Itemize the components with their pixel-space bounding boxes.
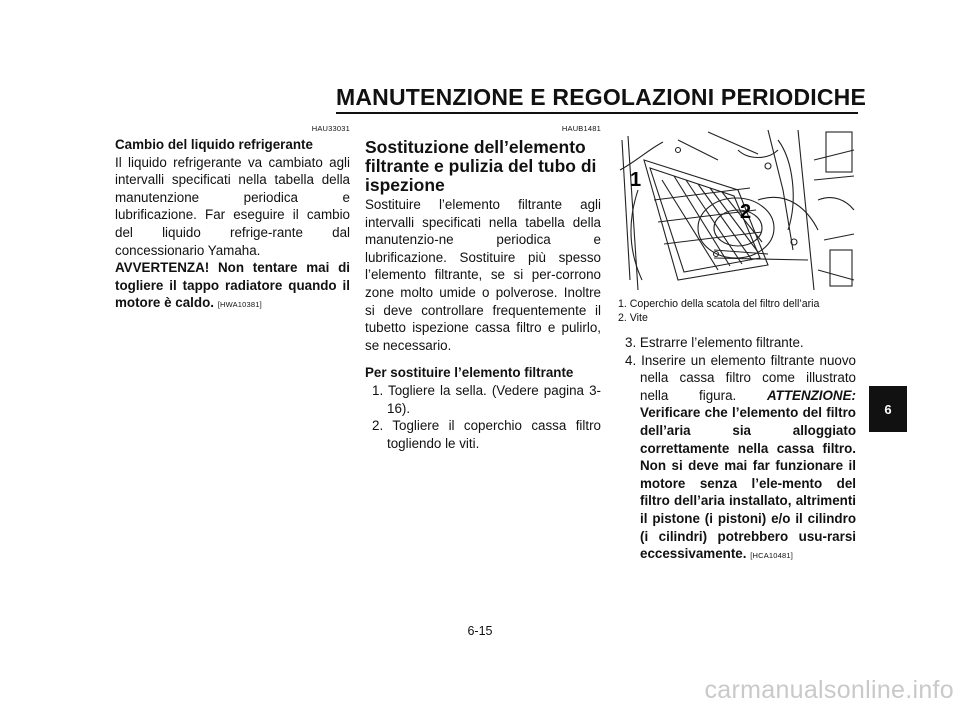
- chapter-tab: 6: [869, 386, 907, 432]
- step-3: [618, 334, 856, 352]
- figure-caption-2: 2. Vite: [618, 312, 648, 324]
- step-1-number: 1.: [372, 382, 384, 398]
- step-2-text: Togliere il coperchio cassa filtro togliendo le viti.: [387, 418, 601, 451]
- coolant-body: Il liquido refrigerante va cambiato agli intervalli specificati nella tabella della manutenzione periodica e lubrificazione. Far eseguire il cambio del liquido refrige-rante dal concessionario Yamaha.: [115, 154, 350, 258]
- warning-code: [HWA10381]: [217, 300, 262, 310]
- column-coolant: [115, 124, 350, 314]
- section-title-coolant: Cambio del liquido refrigerante: [115, 137, 313, 152]
- watermark: carmanualsonline.info: [704, 676, 954, 704]
- step-3-text: Estrarre l’elemento filtrante.: [639, 335, 804, 350]
- page-header-title: MANUTENZIONE E REGOLAZIONI PERIODICHE: [336, 84, 867, 110]
- step-4-text: Inserire un elemento filtrante nuovo nella cassa filtro come illustrato nella figura.: [640, 352, 856, 403]
- section-code: HAU33031: [311, 124, 350, 133]
- step-1: [365, 382, 601, 417]
- figure-label-2: 2: [740, 201, 752, 223]
- coolant-warning-text: AVVERTENZA! Non tentare mai di togliere il tappo radiatore quando il motore è caldo.: [115, 260, 350, 311]
- air-filter-body: Sostituire l’elemento filtrante agli intervalli specificati nella tabella della manutenzio-ne periodica e lubrificazione. Sostituire più spesso l’elemento filtrante, se si per-corrono zone molto umide o polverose. Inoltre si deve controllare frequentemente il tubetto ispezione cassa filtro e pulirlo, se necessario.: [365, 197, 601, 353]
- step-1-text: Togliere la sella. (Vedere pagina 3-16).: [387, 382, 601, 416]
- page-number: 6-15: [467, 624, 493, 638]
- caution-code: [HCA10481]: [750, 551, 794, 561]
- step-2-number: 2.: [372, 418, 384, 434]
- figure-label-1: 1: [630, 169, 642, 191]
- section-code: HAUB1481: [561, 124, 601, 133]
- caution-label: ATTENZIONE:: [766, 387, 856, 403]
- column-air-filter: [365, 124, 601, 452]
- section-title-air-filter: Sostituzione dell’elemento filtrante e pulizia del tubo di ispezione: [365, 137, 597, 195]
- column-figure-steps: [618, 124, 856, 565]
- step-3-number: 3.: [625, 335, 637, 350]
- step-4-number: 4.: [625, 352, 637, 368]
- air-filter-illustration: [618, 130, 856, 296]
- coolant-warning: [115, 259, 350, 314]
- figure-caption-1: 1. Coperchio della scatola del filtro dell’aria: [618, 298, 820, 310]
- caution-text: Verificare che l’elemento del filtro dell’aria sia alloggiato correttamente nella cassa filtro. Non si deve mai far funzionare il motore senza l’ele-mento del filtro dell’aria installato, altrimenti il pistone (i pistoni) e/o il cilindro (i cilindri) potrebbero usu-rarsi eccessivamente.: [640, 405, 856, 562]
- air-filter-figure: [618, 130, 856, 296]
- header-rule: [336, 112, 858, 114]
- procedure-subtitle: Per sostituire l’elemento filtrante: [365, 365, 574, 381]
- step-4: [618, 352, 856, 565]
- step-2: [365, 417, 601, 452]
